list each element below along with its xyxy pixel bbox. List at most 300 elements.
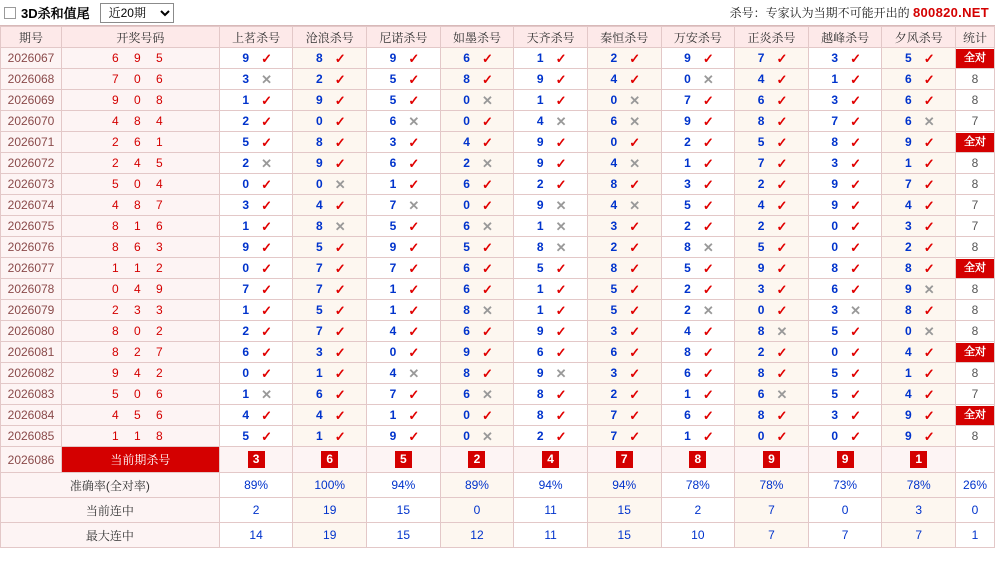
- kill-number-value: 5: [757, 135, 765, 149]
- kill-number-cell: [808, 405, 882, 426]
- kill-number-cell: [735, 48, 809, 69]
- hit-check-icon: ✓: [850, 281, 861, 297]
- hit-check-icon: ✓: [850, 92, 861, 108]
- column-header-9[interactable]: 正炎杀号: [735, 27, 809, 48]
- kill-number-cell: [587, 153, 661, 174]
- current-issue-number[interactable]: 2026086: [1, 447, 62, 473]
- kill-number-cell: [808, 279, 882, 300]
- draw-number: 4 8 7: [62, 195, 220, 216]
- hit-check-icon: ✓: [776, 407, 788, 423]
- hit-check-icon: ✓: [923, 407, 935, 423]
- kill-number-cell: [882, 153, 956, 174]
- kill-number-value: 8: [757, 408, 765, 422]
- kill-number-cell: [219, 384, 293, 405]
- kill-number-cell: [661, 132, 735, 153]
- kill-number-cell: [367, 426, 441, 447]
- issue-number[interactable]: 2026078: [1, 279, 62, 300]
- kill-number-value: 2: [684, 135, 691, 149]
- kill-number-value: 5: [389, 219, 397, 233]
- hit-check-icon: ✓: [555, 260, 567, 276]
- summary-value: 15: [587, 498, 661, 523]
- hit-check-icon: ✓: [555, 50, 567, 66]
- summary-value: 11: [514, 498, 588, 523]
- hit-check-icon: ✓: [555, 407, 567, 423]
- hit-check-icon: ✓: [481, 134, 493, 150]
- hit-check-icon: ✓: [850, 260, 861, 276]
- miss-cross-icon: ✕: [481, 302, 493, 318]
- kill-number-cell: [367, 153, 441, 174]
- hit-check-icon: ✓: [261, 197, 272, 213]
- kill-number-cell: [808, 216, 882, 237]
- kill-number-cell: [219, 405, 293, 426]
- kill-number-value: 6: [610, 114, 618, 128]
- draw-number: 8 1 6: [62, 216, 220, 237]
- kill-number-value: 8: [610, 177, 618, 191]
- kill-number-value: 8: [684, 345, 691, 359]
- kill-number-cell: [661, 426, 735, 447]
- kill-number-cell: [808, 258, 882, 279]
- miss-cross-icon: ✕: [629, 197, 641, 213]
- hit-check-icon: ✓: [629, 344, 641, 360]
- kill-number-cell: [661, 90, 735, 111]
- summary-value: 14: [219, 523, 293, 548]
- kill-number-cell: [440, 132, 514, 153]
- issue-number[interactable]: 2026080: [1, 321, 62, 342]
- hit-check-icon: ✓: [923, 134, 935, 150]
- row-stat: 8: [956, 279, 995, 300]
- kill-number-value: 8: [905, 303, 912, 317]
- kill-number-cell: [514, 384, 588, 405]
- kill-number-cell: [735, 174, 809, 195]
- kill-number-cell: [293, 258, 367, 279]
- summary-value: 94%: [587, 473, 661, 498]
- kill-number-cell: [735, 90, 809, 111]
- kill-number-cell: [808, 90, 882, 111]
- hit-check-icon: ✓: [850, 155, 861, 171]
- hit-check-icon: ✓: [481, 239, 493, 255]
- kill-number-value: 5: [242, 429, 250, 443]
- hit-check-icon: ✓: [850, 71, 861, 87]
- kill-number-cell: [440, 69, 514, 90]
- table-row: [1, 174, 995, 195]
- kill-number-cell: [514, 132, 588, 153]
- row-stat: 8: [956, 300, 995, 321]
- miss-cross-icon: ✕: [776, 386, 788, 402]
- issue-number[interactable]: 2026068: [1, 69, 62, 90]
- miss-cross-icon: ✕: [629, 92, 641, 108]
- kill-number-cell: [293, 321, 367, 342]
- kill-number-value: 8: [831, 135, 839, 149]
- kill-number-value: 9: [389, 51, 397, 65]
- kill-number-value: 8: [536, 387, 544, 401]
- toolbar: [0, 0, 995, 26]
- kill-number-cell: [808, 384, 882, 405]
- summary-value: 7: [882, 523, 956, 548]
- summary-label: 当前连中: [1, 498, 220, 523]
- kill-number-value: 8: [536, 408, 544, 422]
- kill-number-cell: [735, 132, 809, 153]
- kill-number-cell: [293, 195, 367, 216]
- column-header-6[interactable]: 天齐杀号: [514, 27, 588, 48]
- kill-number-value: 5: [831, 324, 839, 338]
- kill-number-value: 6: [684, 408, 691, 422]
- column-header-10[interactable]: 越峰杀号: [808, 27, 882, 48]
- current-kill-cell: [882, 447, 956, 473]
- issue-number[interactable]: 2026081: [1, 342, 62, 363]
- hit-check-icon: ✓: [408, 50, 420, 66]
- kill-number-value: 9: [684, 51, 691, 65]
- kill-number-cell: [587, 132, 661, 153]
- kill-number-cell: [219, 426, 293, 447]
- kill-number-cell: [661, 216, 735, 237]
- kill-number-cell: [882, 363, 956, 384]
- hit-check-icon: ✓: [850, 134, 861, 150]
- kill-number-value: 7: [610, 408, 618, 422]
- kill-number-value: 5: [684, 198, 691, 212]
- kill-number-cell: [514, 426, 588, 447]
- kill-number-value: 9: [242, 240, 250, 254]
- hit-check-icon: ✓: [261, 407, 272, 423]
- kill-number-value: 7: [242, 282, 250, 296]
- kill-number-value: 5: [536, 261, 544, 275]
- kill-number-cell: [514, 153, 588, 174]
- kill-number-cell: [514, 342, 588, 363]
- kill-number-cell: [808, 426, 882, 447]
- kill-number-cell: [735, 153, 809, 174]
- kill-number-cell: [219, 111, 293, 132]
- kill-number-value: 0: [684, 72, 691, 86]
- column-header-12[interactable]: 统计: [956, 27, 995, 48]
- kill-number-value: 0: [389, 345, 397, 359]
- issue-number[interactable]: 2026083: [1, 384, 62, 405]
- hit-check-icon: ✓: [555, 176, 567, 192]
- hit-check-icon: ✓: [261, 365, 272, 381]
- current-kill-number: 4: [542, 451, 559, 468]
- hit-check-icon: ✓: [334, 302, 346, 318]
- kill-number-cell: [219, 174, 293, 195]
- hit-check-icon: ✓: [850, 323, 861, 339]
- summary-value: 2: [219, 498, 293, 523]
- kill-number-cell: [219, 279, 293, 300]
- issue-number[interactable]: 2026084: [1, 405, 62, 426]
- kill-number-cell: [808, 153, 882, 174]
- kill-number-cell: [514, 237, 588, 258]
- current-kill-number: 8: [689, 451, 706, 468]
- kill-number-value: 9: [536, 135, 544, 149]
- kill-number-value: 8: [536, 240, 544, 254]
- hit-check-icon: ✓: [776, 197, 788, 213]
- kill-number-value: 7: [610, 429, 618, 443]
- kill-number-cell: [735, 69, 809, 90]
- issue-number[interactable]: 2026085: [1, 426, 62, 447]
- hit-check-icon: ✓: [776, 239, 788, 255]
- summary-stat: 1: [956, 523, 995, 548]
- kill-number-cell: [440, 300, 514, 321]
- hit-check-icon: ✓: [334, 239, 346, 255]
- kill-number-value: 6: [905, 114, 912, 128]
- kill-number-value: 1: [316, 366, 323, 380]
- hit-check-icon: ✓: [261, 134, 272, 150]
- column-header-0[interactable]: 期号: [1, 27, 62, 48]
- kill-number-value: 9: [463, 345, 470, 359]
- summary-value: 7: [808, 523, 882, 548]
- hit-check-icon: ✓: [261, 92, 272, 108]
- hit-check-icon: ✓: [408, 323, 420, 339]
- kill-number-cell: [367, 48, 441, 69]
- kill-number-value: 7: [389, 387, 397, 401]
- row-stat: 8: [956, 321, 995, 342]
- issue-number[interactable]: 2026077: [1, 258, 62, 279]
- kill-number-cell: [440, 426, 514, 447]
- all-correct-badge: 全对: [956, 343, 994, 362]
- kill-number-value: 8: [463, 303, 470, 317]
- kill-number-value: 5: [610, 282, 618, 296]
- kill-number-value: 4: [905, 198, 912, 212]
- kill-number-value: 2: [684, 282, 691, 296]
- issue-number[interactable]: 2026075: [1, 216, 62, 237]
- kill-number-cell: [808, 111, 882, 132]
- summary-label: 准确率(全对率): [1, 473, 220, 498]
- kill-number-cell: [219, 216, 293, 237]
- kill-number-cell: [219, 342, 293, 363]
- miss-cross-icon: ✕: [261, 386, 272, 402]
- kill-number-cell: [882, 216, 956, 237]
- miss-cross-icon: ✕: [923, 323, 935, 339]
- kill-number-value: 3: [610, 219, 618, 233]
- kill-number-value: 3: [610, 366, 618, 380]
- issue-number[interactable]: 2026082: [1, 363, 62, 384]
- column-header-1[interactable]: 开奖号码: [62, 27, 220, 48]
- period-select[interactable]: [100, 3, 174, 23]
- kill-number-cell: [735, 426, 809, 447]
- miss-cross-icon: ✕: [481, 92, 493, 108]
- hit-check-icon: ✓: [850, 407, 861, 423]
- miss-cross-icon: ✕: [334, 218, 346, 234]
- kill-number-cell: [367, 90, 441, 111]
- kill-number-cell: [367, 321, 441, 342]
- kill-number-value: 1: [389, 408, 397, 422]
- column-header-3[interactable]: 沧浪杀号: [293, 27, 367, 48]
- hit-check-icon: ✓: [334, 92, 346, 108]
- miss-cross-icon: ✕: [481, 218, 493, 234]
- kill-number-value: 4: [316, 408, 323, 422]
- hit-check-icon: ✓: [629, 323, 641, 339]
- kill-number-value: 9: [684, 114, 691, 128]
- hit-check-icon: ✓: [702, 134, 714, 150]
- table-row: [1, 132, 995, 153]
- kill-number-cell: [219, 363, 293, 384]
- kill-number-value: 0: [242, 261, 250, 275]
- summary-value: 3: [882, 498, 956, 523]
- kill-number-value: 3: [242, 198, 250, 212]
- kill-number-cell: [882, 342, 956, 363]
- kill-number-value: 1: [389, 177, 397, 191]
- hit-check-icon: ✓: [334, 407, 346, 423]
- current-kill-cell: [735, 447, 809, 473]
- current-kill-cell: [440, 447, 514, 473]
- kill-number-value: 7: [389, 261, 397, 275]
- kill-number-value: 2: [610, 387, 618, 401]
- kill-number-cell: [735, 300, 809, 321]
- kill-number-value: 8: [757, 324, 765, 338]
- hit-check-icon: ✓: [334, 197, 346, 213]
- hit-check-icon: ✓: [334, 281, 346, 297]
- row-stat: 7: [956, 195, 995, 216]
- kill-number-cell: [440, 48, 514, 69]
- issue-number[interactable]: 2026079: [1, 300, 62, 321]
- hit-check-icon: ✓: [850, 197, 861, 213]
- hit-check-icon: ✓: [555, 155, 567, 171]
- column-header-7[interactable]: 秦恒杀号: [587, 27, 661, 48]
- kill-number-value: 0: [316, 114, 323, 128]
- kill-number-value: 6: [905, 72, 912, 86]
- hit-check-icon: ✓: [923, 218, 935, 234]
- kill-number-cell: [587, 195, 661, 216]
- hit-check-icon: ✓: [629, 176, 641, 192]
- summary-value: 0: [808, 498, 882, 523]
- kill-number-value: 8: [610, 261, 618, 275]
- issue-number[interactable]: 2026067: [1, 48, 62, 69]
- kill-number-cell: [440, 111, 514, 132]
- miss-cross-icon: ✕: [555, 365, 567, 381]
- row-stat: 8: [956, 174, 995, 195]
- issue-number[interactable]: 2026072: [1, 153, 62, 174]
- kill-number-value: 6: [389, 156, 397, 170]
- summary-value: 7: [735, 523, 809, 548]
- table-row: [1, 384, 995, 405]
- kill-number-value: 1: [684, 156, 691, 170]
- kill-number-cell: [367, 342, 441, 363]
- all-correct-badge: 全对: [956, 49, 994, 68]
- kill-number-value: 3: [831, 51, 839, 65]
- issue-number[interactable]: 2026071: [1, 132, 62, 153]
- miss-cross-icon: ✕: [923, 113, 935, 129]
- hit-check-icon: ✓: [629, 407, 641, 423]
- table-row: [1, 237, 995, 258]
- column-header-11[interactable]: 夕风杀号: [882, 27, 956, 48]
- kill-number-cell: [293, 363, 367, 384]
- table-row: [1, 342, 995, 363]
- hit-check-icon: ✓: [629, 50, 641, 66]
- current-kill-cell: [219, 447, 293, 473]
- kill-number-cell: [735, 342, 809, 363]
- kill-number-cell: [661, 279, 735, 300]
- issue-number[interactable]: 2026073: [1, 174, 62, 195]
- table-row: [1, 363, 995, 384]
- hit-check-icon: ✓: [629, 239, 641, 255]
- kill-number-value: 5: [389, 72, 397, 86]
- hit-check-icon: ✓: [629, 281, 641, 297]
- kill-number-cell: [367, 258, 441, 279]
- hit-check-icon: ✓: [408, 302, 420, 318]
- kill-number-value: 1: [831, 72, 839, 86]
- kill-number-value: 6: [831, 282, 839, 296]
- kill-number-cell: [882, 300, 956, 321]
- kill-number-cell: [514, 279, 588, 300]
- issue-number[interactable]: 2026076: [1, 237, 62, 258]
- kill-number-cell: [808, 174, 882, 195]
- kill-number-cell: [808, 48, 882, 69]
- kill-number-cell: [882, 195, 956, 216]
- current-kill-cell: [808, 447, 882, 473]
- kill-number-cell: [440, 321, 514, 342]
- hit-check-icon: ✓: [923, 386, 935, 402]
- hit-check-icon: ✓: [334, 386, 346, 402]
- hit-check-icon: ✓: [334, 344, 346, 360]
- kill-number-cell: [367, 237, 441, 258]
- column-header-2[interactable]: 上茗杀号: [219, 27, 293, 48]
- hit-check-icon: ✓: [555, 302, 567, 318]
- kill-number-cell: [882, 279, 956, 300]
- hit-check-icon: ✓: [555, 428, 567, 444]
- summary-row: [1, 523, 995, 548]
- kill-number-cell: [882, 111, 956, 132]
- kill-number-value: 5: [905, 51, 912, 65]
- kill-number-cell: [661, 69, 735, 90]
- kill-number-value: 9: [831, 198, 839, 212]
- kill-number-cell: [440, 363, 514, 384]
- all-correct-badge: 全对: [956, 406, 994, 425]
- hit-check-icon: ✓: [923, 176, 935, 192]
- issue-number[interactable]: 2026069: [1, 90, 62, 111]
- kill-number-value: 8: [316, 135, 323, 149]
- select-all-checkbox[interactable]: [4, 7, 16, 19]
- kill-number-value: 0: [463, 93, 470, 107]
- kill-number-cell: [293, 153, 367, 174]
- kill-number-value: 0: [831, 429, 839, 443]
- kill-number-cell: [661, 153, 735, 174]
- hit-check-icon: ✓: [334, 50, 346, 66]
- kill-number-cell: [661, 342, 735, 363]
- kill-number-value: 9: [831, 177, 839, 191]
- hit-check-icon: ✓: [702, 113, 714, 129]
- miss-cross-icon: ✕: [408, 365, 420, 381]
- kill-number-value: 2: [242, 156, 250, 170]
- kill-number-value: 1: [905, 156, 912, 170]
- miss-cross-icon: ✕: [261, 155, 272, 171]
- hit-check-icon: ✓: [850, 113, 861, 129]
- kill-number-value: 6: [463, 219, 470, 233]
- kill-number-cell: [293, 237, 367, 258]
- kill-number-cell: [440, 342, 514, 363]
- summary-value: 78%: [882, 473, 956, 498]
- column-header-5[interactable]: 如墨杀号: [440, 27, 514, 48]
- kill-number-value: 0: [610, 135, 618, 149]
- kill-number-value: 1: [316, 429, 323, 443]
- summary-value: 15: [367, 498, 441, 523]
- kill-number-cell: [587, 342, 661, 363]
- kill-number-cell: [293, 384, 367, 405]
- hit-check-icon: ✓: [776, 281, 788, 297]
- column-header-8[interactable]: 万安杀号: [661, 27, 735, 48]
- column-header-4[interactable]: 尼诺杀号: [367, 27, 441, 48]
- kill-number-value: 4: [757, 198, 765, 212]
- hit-check-icon: ✓: [629, 302, 641, 318]
- kill-number-value: 7: [831, 114, 839, 128]
- current-period-row: [1, 447, 995, 473]
- kill-number-value: 1: [536, 282, 544, 296]
- summary-value: 19: [293, 498, 367, 523]
- issue-number[interactable]: 2026074: [1, 195, 62, 216]
- draw-number: 2 3 3: [62, 300, 220, 321]
- miss-cross-icon: ✕: [481, 428, 493, 444]
- kill-number-cell: [735, 195, 809, 216]
- kill-number-cell: [735, 279, 809, 300]
- kill-number-cell: [735, 363, 809, 384]
- issue-number[interactable]: 2026070: [1, 111, 62, 132]
- kill-number-cell: [440, 237, 514, 258]
- kill-number-cell: [440, 405, 514, 426]
